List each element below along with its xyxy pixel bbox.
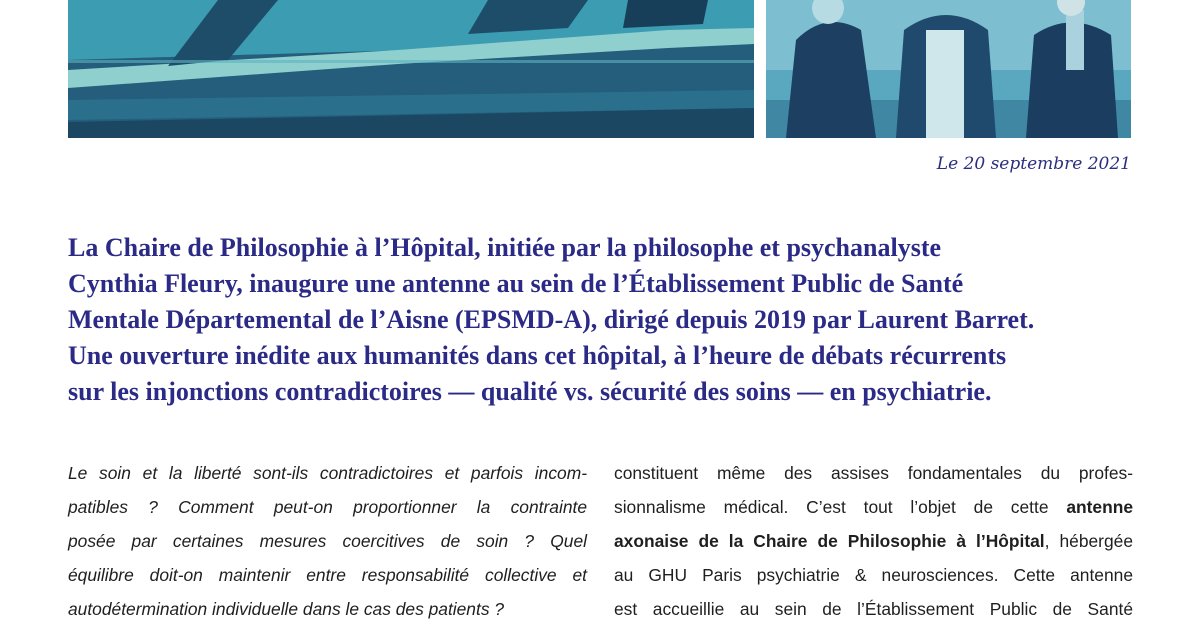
aerial-building-photo	[68, 0, 754, 138]
group-people-photo-icon	[766, 0, 1131, 138]
body-line: équilibre doit-on maintenir entre responsabilité collective et	[68, 565, 587, 585]
article-date: Le 20 septembre 2021	[936, 154, 1131, 174]
body-column-right	[614, 456, 1133, 626]
body-line: est accueillie au sein de l’Établissement Public de Santé	[614, 599, 1133, 619]
body-line: patibles ? Comment peut-on proportionner la contrainte	[68, 497, 587, 517]
body-line: posée par certaines mesures coercitives de soin ? Quel	[68, 531, 587, 551]
body-line	[614, 490, 1133, 524]
body-bold-text: antenne	[1066, 497, 1133, 517]
body-text: sionnalisme médical. C’est tout l’objet de cette	[614, 497, 1067, 517]
lead-line: sur les injonctions contradictoires — qualité vs. sécurité des soins — en psychiatrie.	[68, 377, 992, 406]
lead-line: Mentale Départemental de l’Aisne (EPSMD-A), dirigé depuis 2019 par Laurent Barret.	[68, 305, 1035, 334]
group-people-photo	[766, 0, 1131, 138]
body-line	[614, 524, 1133, 558]
lead-line: Cynthia Fleury, inaugure une antenne au sein de l’Établissement Public de Santé	[68, 269, 964, 298]
lead-line: La Chaire de Philosophie à l’Hôpital, initiée par la philosophe et psychanalyste	[68, 233, 942, 262]
body-column-left	[68, 456, 587, 626]
body-bold-text: axonaise de la Chaire de Philosophie à l’Hôpital	[614, 531, 1045, 551]
aerial-building-photo-icon	[68, 0, 754, 138]
body-line: constituent même des assises fondamentales du profes-	[614, 463, 1133, 483]
lead-paragraph	[68, 230, 1148, 410]
body-line: autodétermination individuelle dans le cas des patients ?	[68, 599, 505, 619]
lead-line: Une ouverture inédite aux humanités dans cet hôpital, à l’heure de débats récurrents	[68, 341, 1007, 370]
body-line: au GHU Paris psychiatrie & neurosciences. Cette antenne	[614, 565, 1133, 585]
body-line: Le soin et la liberté sont-ils contradictoires et parfois incom-	[68, 463, 587, 483]
body-text: , hébergée	[1044, 531, 1133, 551]
